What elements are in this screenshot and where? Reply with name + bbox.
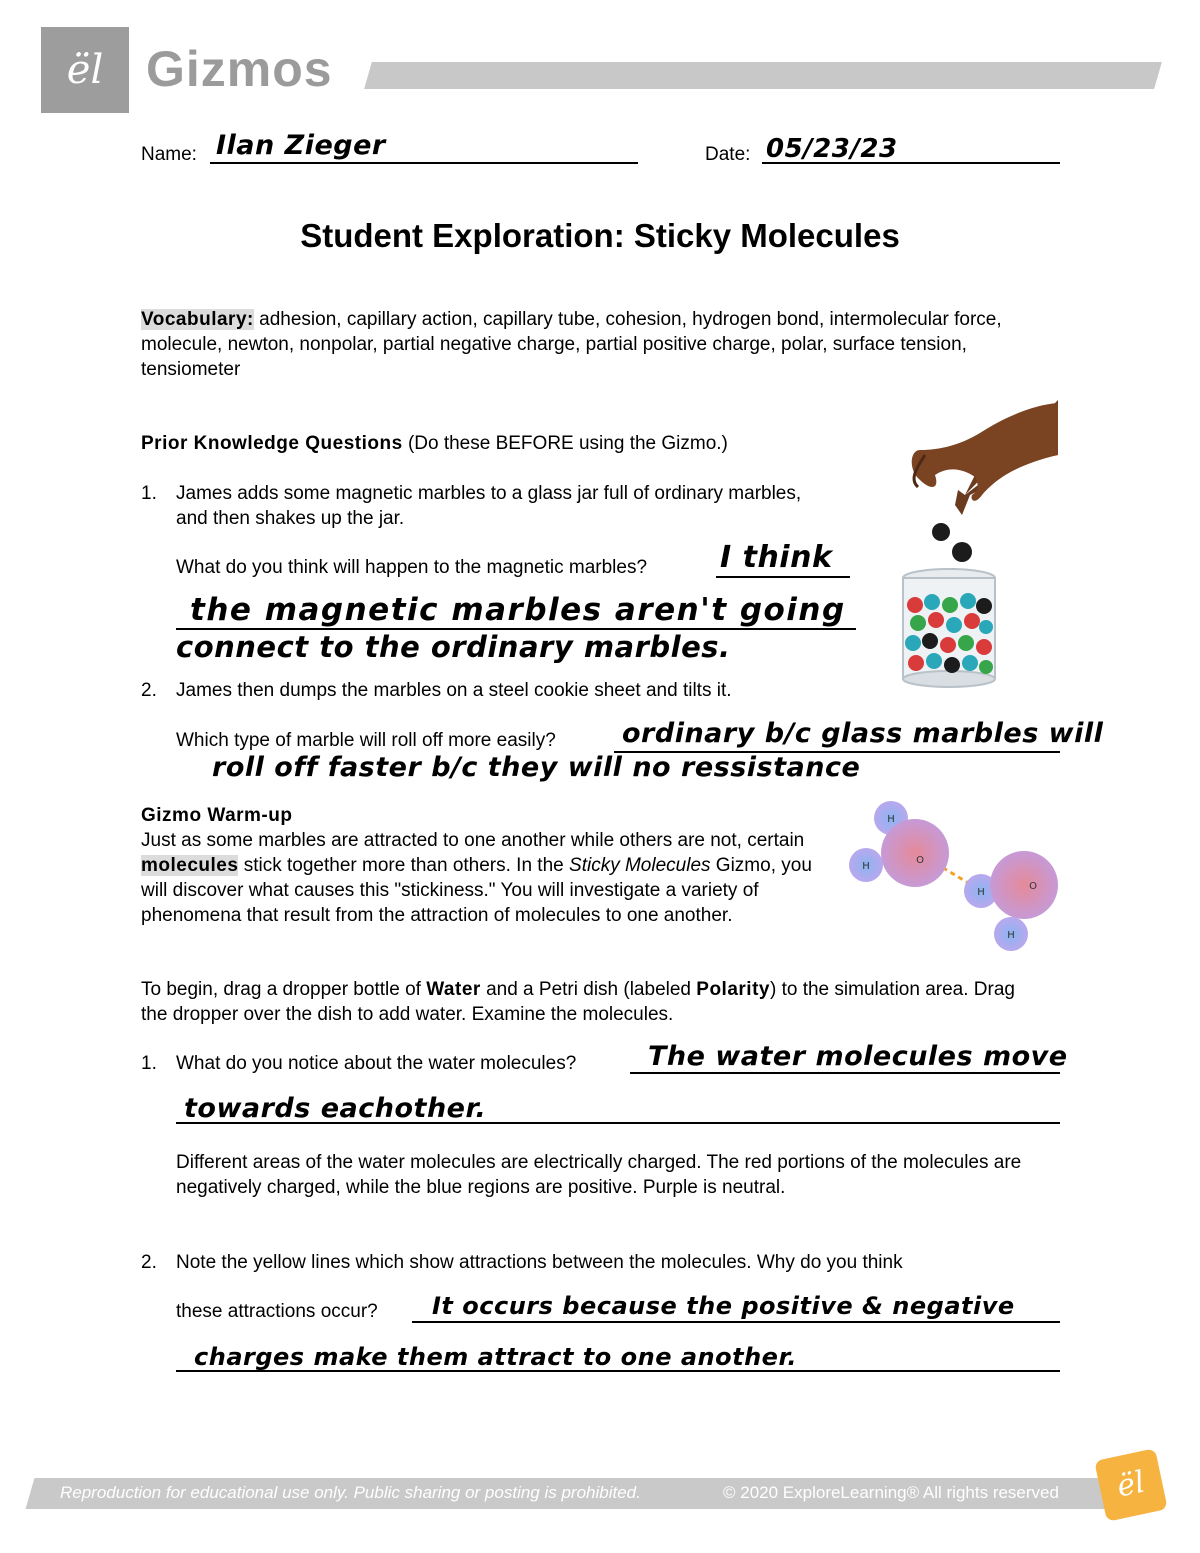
wu-info-text: Different areas of the water molecules are electrically charged. The red portions of the molecules are negatively charged, while the blue regions are positive. Purple is neutral. (176, 1152, 1022, 1198)
footer-copyright: © 2020 ExploreLearning® All rights reserved (723, 1483, 1059, 1502)
pk-q1-answer-2[interactable]: the magnetic marbles aren't going (190, 592, 846, 628)
label-h4: H (1007, 930, 1015, 941)
wu-q1-number: 1. (141, 1053, 157, 1074)
prior-knowledge-heading (141, 431, 728, 456)
pk-q1-answer-1[interactable]: I think (720, 540, 833, 575)
pk-q1-prompt: What do you think will happen to the magnetic marbles? (176, 557, 648, 578)
prior-knowledge-title: Prior Knowledge Questions (141, 433, 403, 454)
warmup-p1-gizmo-name: Sticky Molecules (569, 855, 711, 876)
wu-q2-underline-1 (412, 1321, 1060, 1323)
warmup-p1-c: Gizmo, you will discover what causes this "stickiness." You will investigate a variety of phenomena that result from the attraction of molecules to one another. (141, 855, 812, 926)
date-label: Date: (705, 144, 751, 165)
warmup-heading (141, 803, 292, 828)
brand-logo-icon: ël (66, 47, 104, 93)
name-value[interactable]: Ilan Zieger (216, 130, 386, 161)
pk-q1-answer-3[interactable]: connect to the ordinary marbles. (176, 630, 731, 664)
warmup-p2-a: To begin, drag a dropper bottle of (141, 979, 421, 1000)
wu-q2-text: Note the yellow lines which show attractions between the molecules. Why do you think (176, 1252, 903, 1273)
wu-q1-underline-2 (176, 1122, 1060, 1124)
wu-q2-answer-2[interactable]: charges make them attract to one another. (194, 1343, 797, 1371)
label-h1: H (887, 814, 895, 825)
wu-q1-underline-1 (630, 1072, 1060, 1074)
molecule-2-oxygen (990, 851, 1058, 919)
pk-q2-text: James then dumps the marbles on a steel cookie sheet and tilts it. (176, 680, 732, 701)
label-o2: O (1029, 881, 1037, 892)
label-h2: H (862, 861, 870, 872)
hand-icon (912, 400, 1058, 515)
label-h3: H (977, 887, 985, 898)
label-o1: O (916, 855, 924, 866)
warmup-p2-c: ) to the simulation area. Drag the dropper over the dish to add water. Examine the molecules. (141, 979, 1015, 1025)
glass-jar (903, 569, 995, 687)
wu-q2-answer-1[interactable]: It occurs because the positive & negative (432, 1292, 1015, 1320)
water-molecules-illustration (845, 795, 1070, 955)
prior-knowledge-subtitle: (Do these BEFORE using the Gizmo.) (407, 433, 728, 454)
date-underline (762, 162, 1060, 164)
vocabulary-text: adhesion, capillary action, capillary tube, cohesion, hydrogen bond, intermolecular force, molecule, newton, nonpolar, partial negative charge, partial positive charge, polar, surface tension, tensiometer (141, 309, 1002, 380)
vocabulary-label: Vocabulary: (141, 309, 254, 330)
marble-jar-illustration (880, 395, 1070, 695)
warmup-paragraph-2 (141, 977, 1041, 1027)
warmup-title: Gizmo Warm-up (141, 805, 293, 826)
brand-name: Gizmos (146, 41, 333, 97)
warmup-paragraph-1 (141, 828, 816, 928)
name-underline (210, 162, 638, 164)
pk-q1-number: 1. (141, 483, 157, 504)
date-value[interactable]: 05/23/23 (766, 134, 898, 164)
pk-q2-number: 2. (141, 680, 157, 701)
page-title: Student Exploration: Sticky Molecules (300, 217, 900, 254)
name-label: Name: (141, 144, 197, 165)
footer-disclaimer: Reproduction for educational use only. Public sharing or posting is prohibited. (60, 1483, 641, 1502)
wu-q2-underline-2 (176, 1370, 1060, 1372)
wu-q1-answer-2[interactable]: towards eachother. (184, 1093, 487, 1124)
wu-q2-number: 2. (141, 1252, 157, 1273)
warmup-p2-polarity: Polarity (696, 979, 770, 1000)
warmup-p2-water: Water (426, 979, 481, 1000)
warmup-p2-b: and a Petri dish (labeled (486, 979, 691, 1000)
warmup-p1-molecules: molecules (141, 855, 239, 876)
pk-q1-underline-1 (716, 576, 850, 578)
pk-q2-answer-2[interactable]: roll off faster b/c they will no ressistance (212, 752, 861, 783)
header-bar (364, 62, 1162, 89)
wu-q1-prompt: What do you notice about the water molecules? (176, 1053, 577, 1074)
pk-q1-text: James adds some magnetic marbles to a glass jar full of ordinary marbles, and then shakes up the jar. (176, 483, 802, 529)
warmup-p1-a: Just as some marbles are attracted to one another while others are not, certain (141, 830, 805, 851)
pk-q2-answer-1[interactable]: ordinary b/c glass marbles will (622, 718, 1104, 749)
wu-q2-prompt: these attractions occur? (176, 1301, 378, 1322)
molecule-1-oxygen (881, 819, 949, 887)
warmup-p1-b: stick together more than others. In the (243, 855, 564, 876)
wu-q1-answer-1[interactable]: The water molecules move (648, 1041, 1068, 1072)
footer-logo-icon: ël (1094, 1448, 1168, 1522)
vocabulary-block (141, 307, 1061, 382)
pk-q2-prompt: Which type of marble will roll off more easily? (176, 730, 556, 751)
